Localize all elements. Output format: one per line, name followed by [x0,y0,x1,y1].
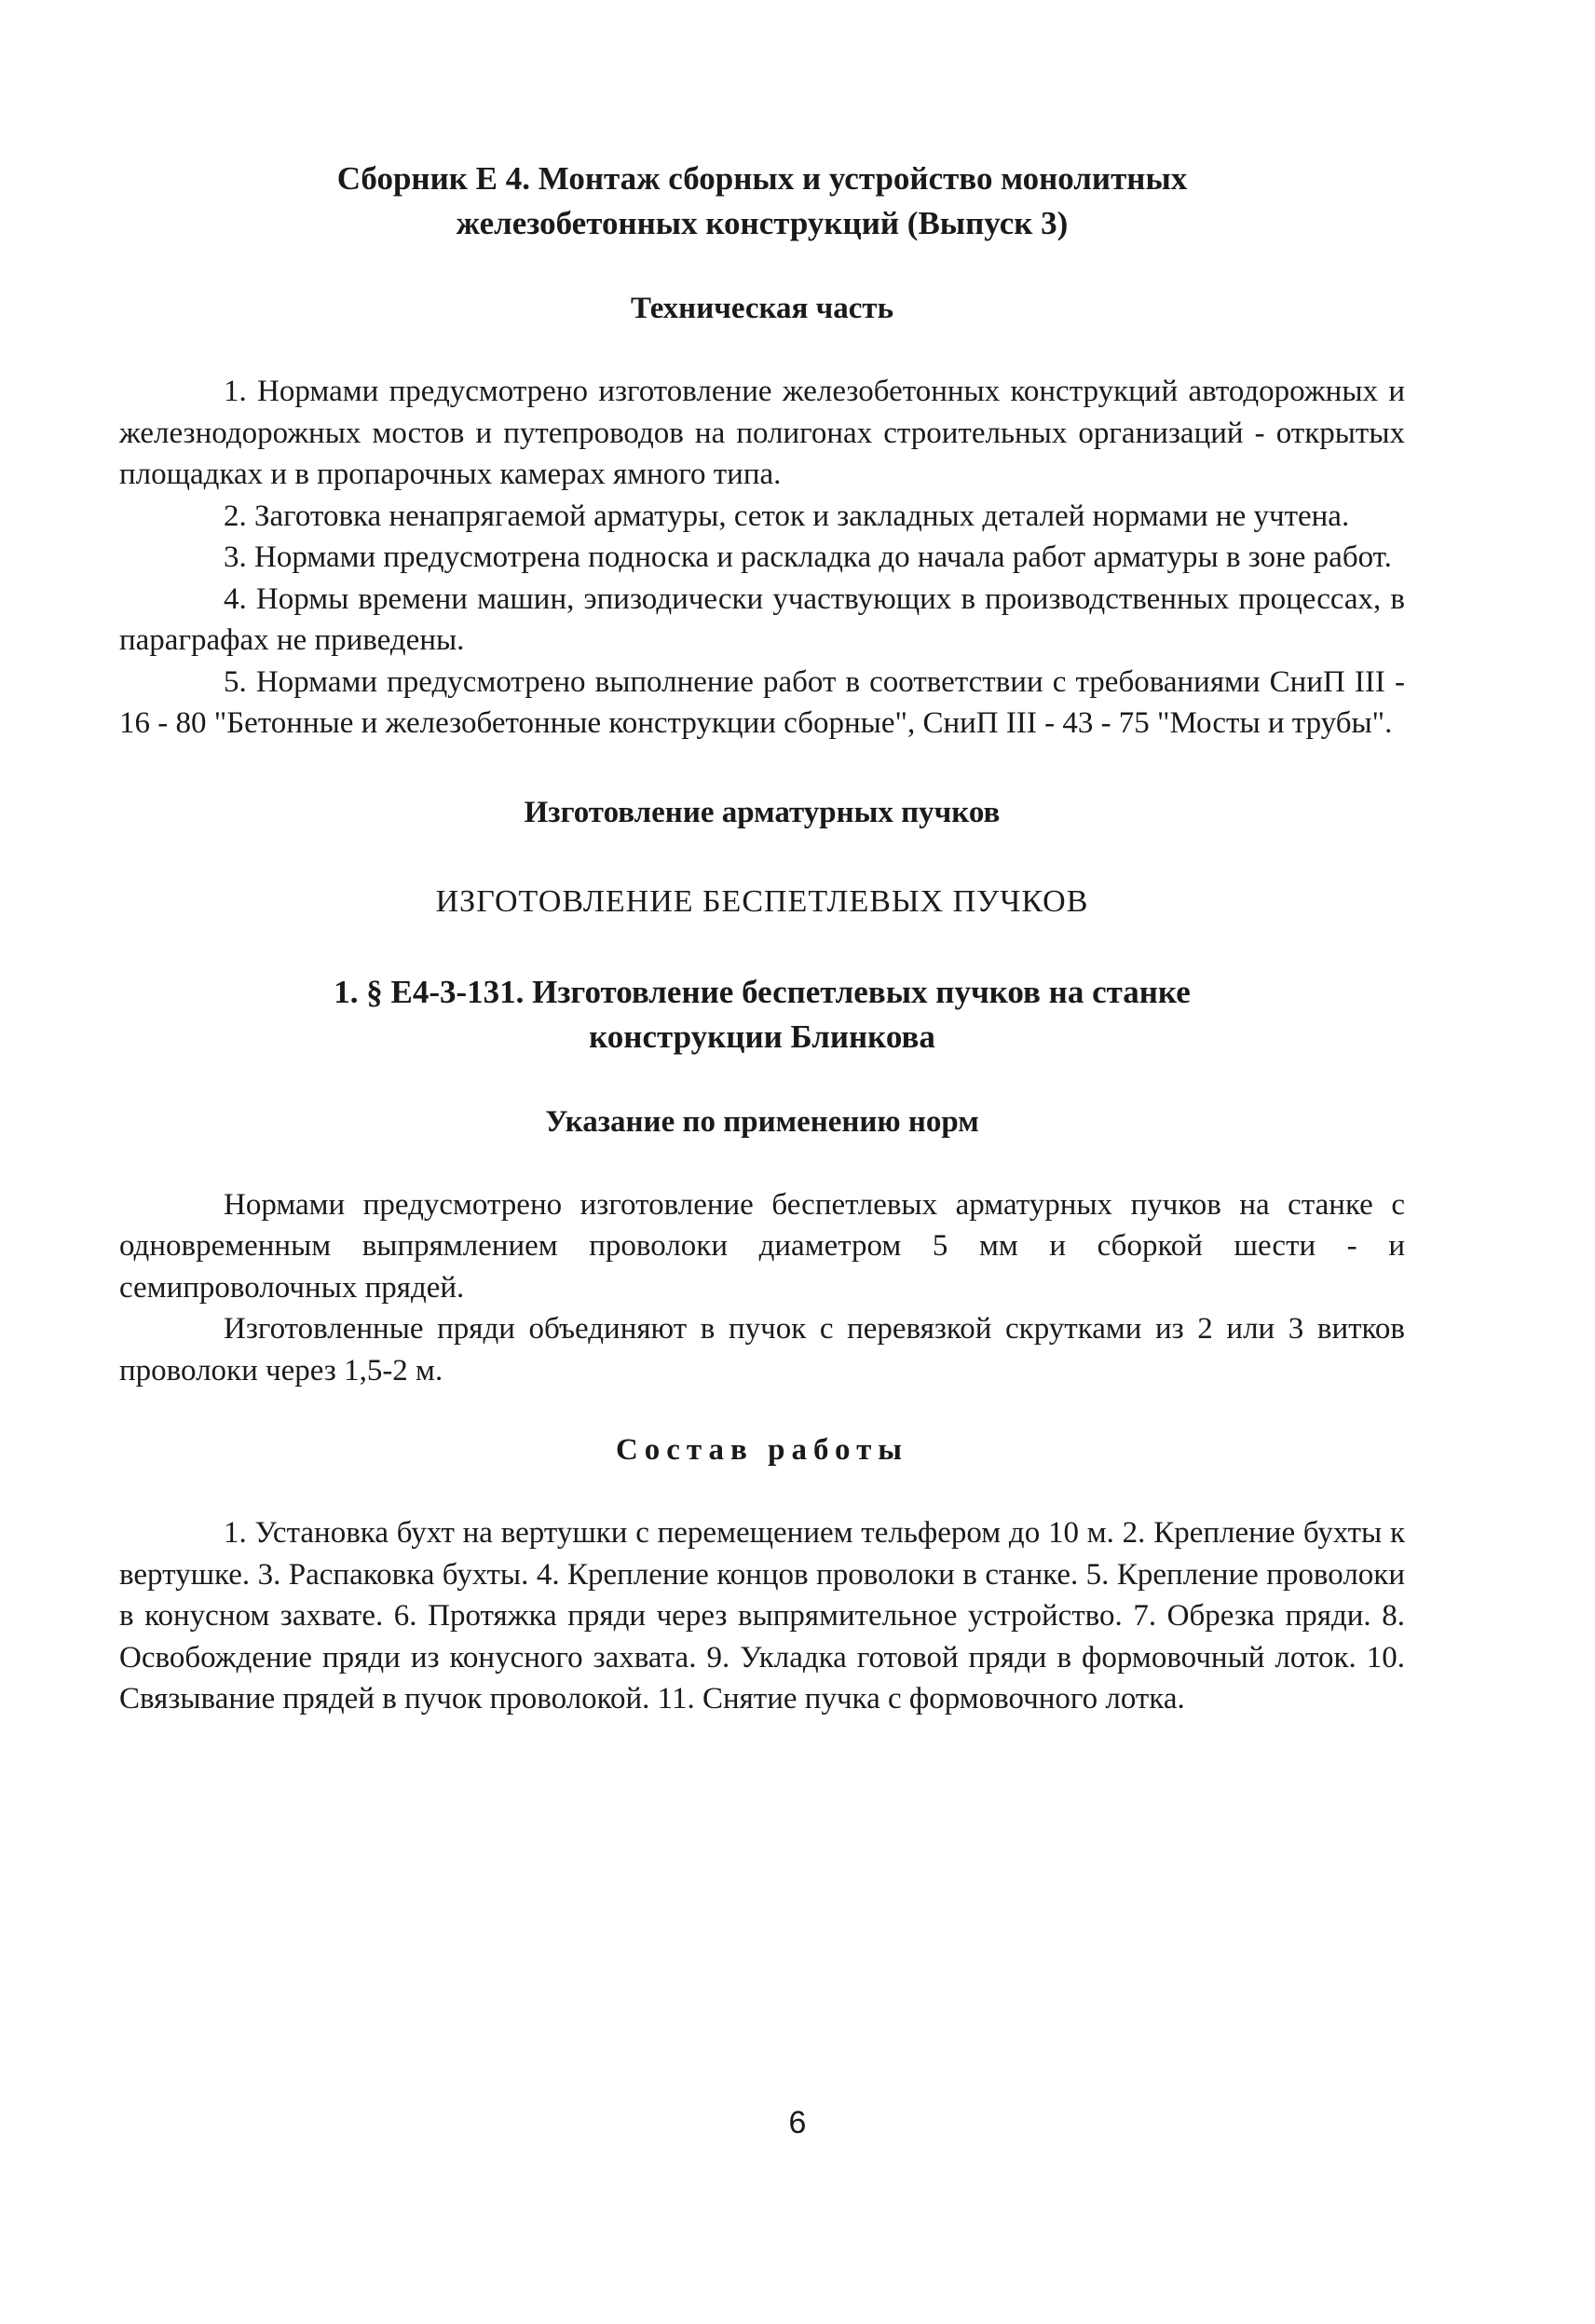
spacer [119,745,1405,791]
document-title-line-2: железобетонных конструкций (Выпуск 3) [456,205,1069,241]
paragraph-title [119,970,1405,1059]
technical-item-3: 3. Нормами предусмотрена подноска и раскладка до начала работ арматуры в зоне работ. [224,540,1392,574]
spacer [119,1471,1405,1512]
page-content [119,157,1405,1720]
application-notes-paragraph-2: Изготовленные пряди объединяют в пучок с перевязкой скрутками из 2 или 3 витков проволоки через 1,5-2 м. [119,1312,1405,1388]
spacer [119,923,1405,970]
spacer [119,1059,1405,1100]
technical-part-heading: Техническая часть [630,292,894,325]
technical-item-4: 4. Нормы времени машин, эпизодически участвующих в производственных процессах, в параграфах не приведены. [119,581,1405,657]
subsection-heading: ИЗГОТОВЛЕНИЕ БЕСПЕТЛЕВЫХ ПУЧКОВ [435,883,1089,919]
spacer [119,834,1405,881]
document-title-line-1: Сборник Е 4. Монтаж сборных и устройство монолитных [336,160,1188,197]
application-notes-paragraph-1: Нормами предусмотрено изготовление беспетлевых арматурных пучков на станке с одновременным выпрямлением проволоки диаметром 5 мм и сборкой шести - и семипроволочных прядей. [119,1187,1405,1305]
paragraph-title-line-1: 1. § Е4-3-131. Изготовление беспетлевых пучков на станке [334,973,1191,1010]
technical-item-5: 5. Нормами предусмотрено выполнение работ в соответствии с требованиями СниП III - 16 - 80 "Бетонные и железобетонные конструкции сборные", СниП III - 43 - 75 "Мосты и трубы". [119,664,1405,740]
spacer [119,1391,1405,1429]
technical-item-1: 1. Нормами предусмотрено изготовление железобетонных конструкций автодорожных и железнодорожных мостов и путепроводов на полигонах строительных организаций - открытых площадках и в пропарочных камерах ямного типа. [119,375,1405,491]
document-title [119,157,1405,246]
work-composition-text: 1. Установка бухт на вертушки с перемещением тельфером до 10 м. 2. Крепление бухты к вертушке. 3. Распаковка бухты. 4. Крепление концов проволоки в станке. 5. Крепление проволоки в конусном захвате. 6. Протяжка пряди через выпрямительное устройство. 7. Обрезка пряди. 8. Освобождение пряди из конусного захвата. 9. Укладка готовой пряди в формовочный лоток. 10. Связывание прядей в пучок проволокой. 11. Снятие пучка с формовочного лотка. [119,1516,1405,1716]
section-heading: Изготовление арматурных пучков [524,795,1001,829]
spacer [119,1143,1405,1184]
page-number: 6 [788,2105,807,2140]
spacer [119,330,1405,371]
technical-item-2: 2. Заготовка ненапрягаемой арматуры, сеток и закладных деталей нормами не учтена. [224,499,1350,533]
application-notes-heading: Указание по применению норм [545,1104,979,1139]
paragraph-title-line-2: конструкции Блинкова [589,1018,935,1055]
work-composition-heading: Состав работы [615,1433,909,1467]
spacer [119,246,1405,287]
